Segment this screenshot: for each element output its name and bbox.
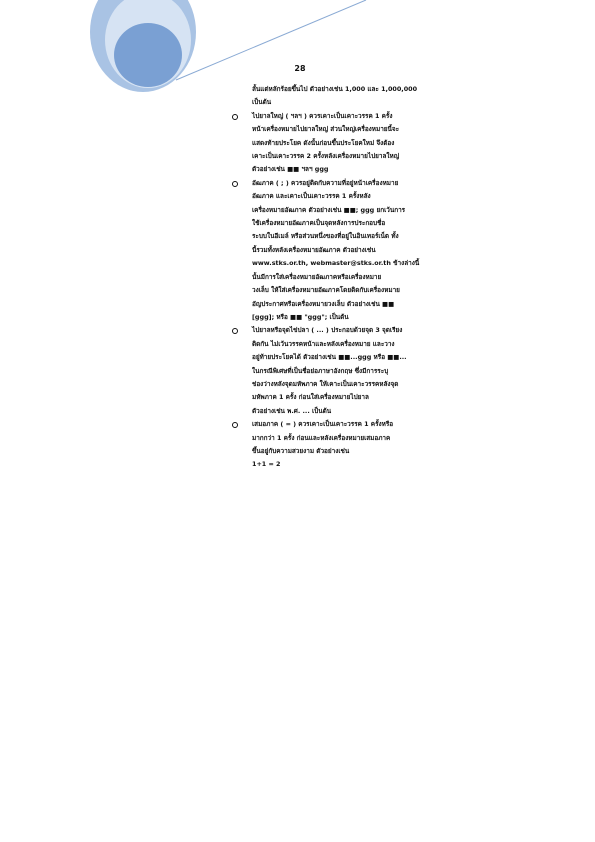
text-line: หน้าเครื่องหมายไปยาลใหญ่ ส่วนใหญ่เครื่องหมายนี้จะ [252, 125, 400, 134]
text-line: มหัพภาค 1 ครั้ง ก่อนใส่เครื่องหมายไปยาล [252, 393, 369, 402]
text-line: ติดกัน ไม่เว้นวรรคหน้าและหลังเครื่องหมาย และวาง [252, 339, 395, 348]
text-line: นั้นมีการใส่เครื่องหมายอัฒภาคหรือเครื่องหมาย [252, 272, 382, 281]
text-line: แสดงท้ายประโยค ดังนั้นก่อนขึ้นประโยคใหม่ จึงต้อง [252, 138, 395, 147]
page-number: 28 [294, 64, 306, 73]
text-line: เคาะเป็นเคาะวรรค 2 ครั้งหลังเครื่องหมายไปยาลใหญ่ [252, 152, 400, 161]
text-line: ช่องว่างหลังจุดมหัพภาค ให้เคาะเป็นเคาะวรรคหลังจุด [252, 379, 399, 388]
text-line: อัฒภาค และเคาะเป็นเคาะวรรค 1 ครั้งหลัง [252, 192, 371, 201]
page-content [232, 83, 464, 472]
text-line: เป็นต้น [252, 98, 272, 107]
hollow-circle-bullet-icon [232, 328, 238, 334]
hollow-circle-bullet-icon [232, 114, 238, 120]
hollow-circle-bullet-icon [232, 181, 238, 187]
bullet-item [232, 418, 464, 472]
text-line: อัฒภาค ( ; ) ควรอยู่ติดกับความที่อยู่หน้าเครื่องหมาย [252, 178, 399, 187]
intro-paragraph [232, 83, 464, 110]
text-line: เครื่องหมายอัฒภาค ตัวอย่างเช่น ■■; ggg ยกเว้นการ [252, 205, 406, 214]
text-line: ไปยาลหรือจุดไข่ปลา ( ... ) ประกอบด้วยจุด 3 จุดเรียง [252, 326, 403, 335]
decor-inner-circle [114, 23, 182, 87]
text-line: ไปยาลใหญ่ ( ฯลฯ ) ควรเคาะเป็นเคาะวรรค 1 ครั้ง [252, 111, 393, 120]
text-line: www.stks.or.th, webmaster@stks.or.th ข้างล่างนี้ [252, 259, 420, 268]
bullet-item [232, 110, 464, 177]
text-line: อัญประกาศหรือเครื่องหมายวงเล็บ ตัวอย่างเช่น ■■ [252, 299, 395, 308]
text-line: [ggg]; หรือ ■■ "ggg"; เป็นต้น [252, 312, 349, 321]
decor-diagonal-line [176, 0, 366, 80]
text-line: ตัวอย่างเช่น ■■ ฯลฯ ggg [252, 165, 329, 174]
text-line: นี้รวมทั้งหลังเครื่องหมายอัฒภาค ตัวอย่างเช่น [252, 245, 376, 254]
text-line: วงเล็บ ให้ใส่เครื่องหมายอัฒภาคโดยติดกับเครื่องหมาย [252, 286, 400, 295]
hollow-circle-bullet-icon [232, 422, 238, 428]
text-line: ลั้นแต่หลักร้อยขึ้นไป ตัวอย่างเช่น 1,000 และ 1,000,000 [252, 85, 418, 93]
text-line: ระบบในอีเมล์ หรือส่วนหนึ่งของที่อยู่ในอินเทอร์เน็ต ทั้ง [252, 232, 399, 241]
bullet-item [232, 324, 464, 418]
text-line: 1+1 = 2 [252, 460, 281, 469]
text-line: ในกรณีพิเศษที่เป็นชื่อย่อภาษาอังกฤษ ซึ่งมีการระบุ [252, 366, 389, 375]
text-line: ขึ้นอยู่กับความสวยงาม ตัวอย่างเช่น [252, 446, 350, 455]
text-line: เสมอภาค ( = ) ควรเคาะเป็นเคาะวรรค 1 ครั้งหรือ [252, 420, 394, 429]
text-line: ใช้เครื่องหมายอัฒภาคเป็นจุดหลังการประกอบชื่อ [252, 219, 386, 228]
text-line: อยู่ท้ายประโยคได้ ตัวอย่างเช่น ■■...ggg หรือ ■■... [252, 353, 407, 362]
text-line: ตัวอย่างเช่น พ.ศ. ... เป็นต้น [252, 406, 332, 415]
bullet-item [232, 177, 464, 324]
text-line: มากกว่า 1 ครั้ง ก่อนและหลังเครื่องหมายเสมอภาค [252, 433, 391, 442]
